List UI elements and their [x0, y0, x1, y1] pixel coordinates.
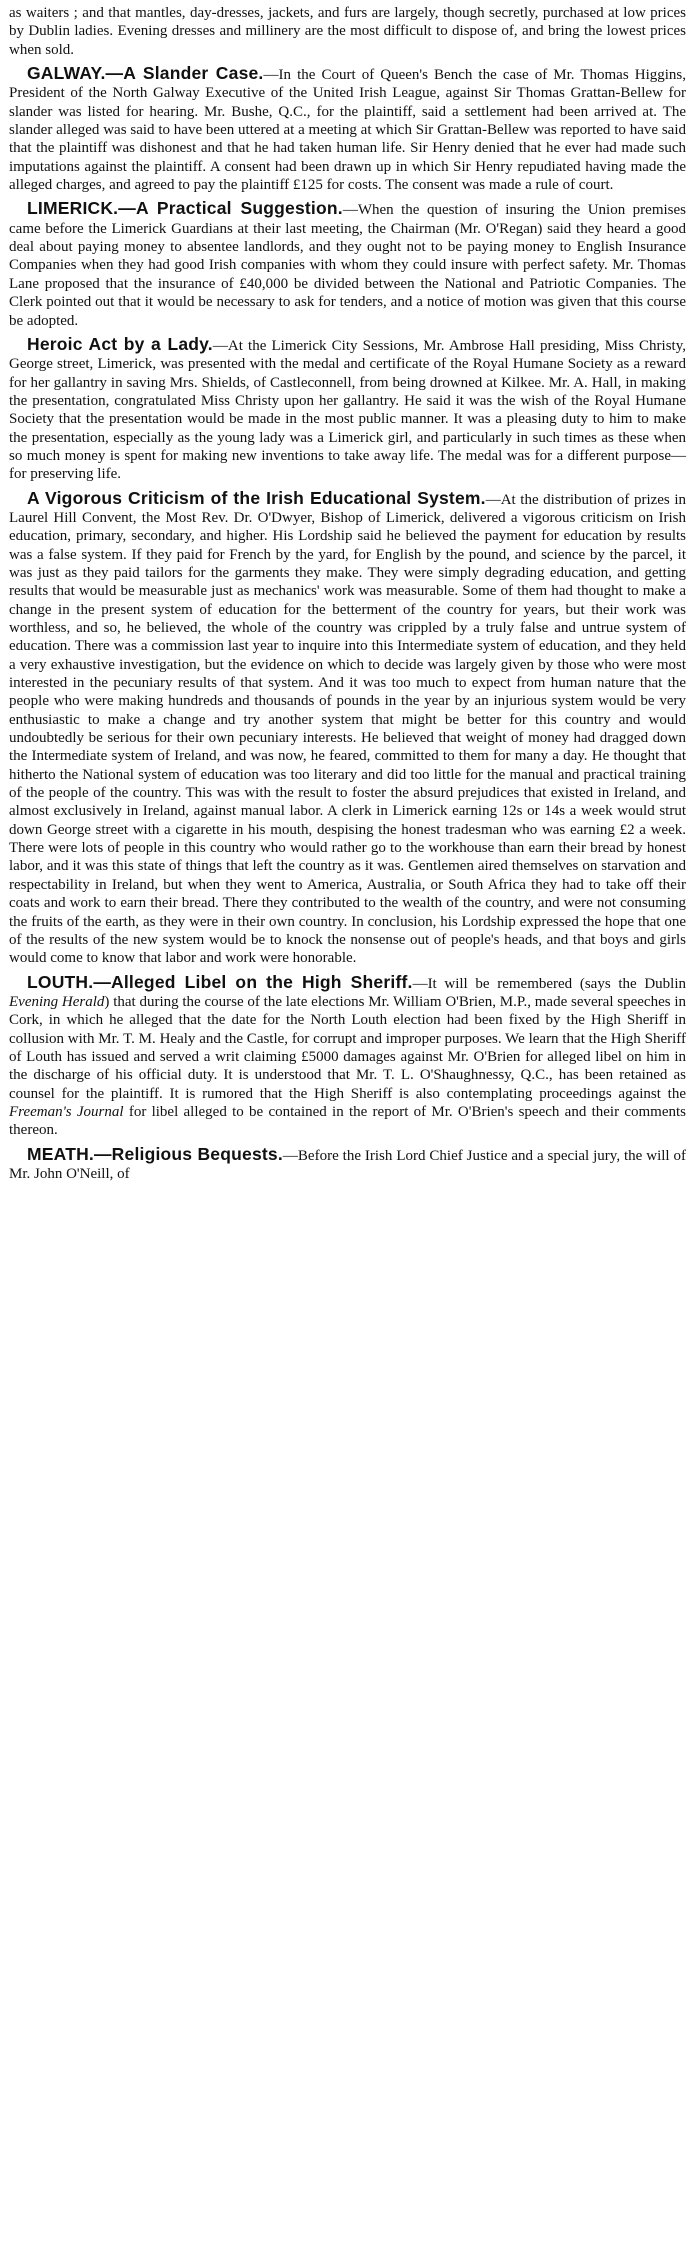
- article-body: —At the distribution of prizes in Laurel Hill Convent, the Most Rev. Dr. O'Dwyer, Bishop of Limerick, delivered a vigorous criticism on Irish education, primary, secondary, and higher. His Lordship said he believed the payment for education by results was a false system. If they paid for French by the yard, for English by the pound, and science by the parcel, it was just as they paid tailors for the garments they make. They were simply degrading education, and getting results that would be measurable just as mechanics' work was measurable. Some of them had thought to make a change in the present system of education for the betterment of the country for years, but their work was worthless, and so, he believed, the whole of the country was crippled by a truly false and untrue system of education. There was a commission last year to inquire into this Intermediate system of education, and they held a very exhaustive investigation, but the evidence on which to decide was largely given by those who were most interested in the pecuniary results of that system. And it was too much to expect from human nature that the people who were making hundreds and thousands of pounds in the year by an injurious system would be very enthusiastic to make a change and try another system that might be better for this country and would undoubtedly be serious for their own pecuniary interests. He believed that weight of money had dragged down the Intermediate system of Ireland, and was now, he feared, committed to them for many a day. He thought that hitherto the National system of education was too literary and did too little for the manual and practical training of the people of the country. This was with the result to foster the absurd prejudices that existed in Ireland, and almost exclusively in Ireland, against manual labor. A clerk in Limerick earning 12s or 14s a week would strut down George street with a cigarette in his mouth, despising the honest tradesman who was earning £2 a week. There were lots of people in this country who would rather go to the workhouse than earn their bread by honest labor, and it was this state of things that left the country as it was. Gentlemen aired themselves on starvation and respectability in Ireland, but when they went to America, Australia, or South Africa they had to take off their coats and work to earn their bread. There they contributed to the wealth of the country, and were not consuming the fruits of the earth, as they were in their own country. In conclusion, his Lordship expressed the hope that one of the results of the new system would be to knock the nonsense out of people's heads, and that boys and girls would come to know that labor and work were honorable.: [9, 491, 686, 967]
- newspaper-title-freemans-journal: Freeman's Journal: [9, 1103, 124, 1120]
- article-educational-system: [9, 489, 686, 968]
- article-body: —Before the Irish Lord Chief Justice and a special jury, the will of Mr. John O'Neill, of: [9, 1147, 686, 1182]
- article-heroic-act: [9, 335, 686, 484]
- newspaper-title-evening-herald: Evening Herald: [9, 993, 105, 1010]
- article-body: as waiters ; and that mantles, day-dresses, jackets, and furs are largely, though secretly, purchased at low prices by Dublin ladies. Evening dresses and millinery are the most difficult to dispose of, and bring the lowest prices when sold.: [9, 5, 686, 58]
- article-continuation: [9, 4, 686, 59]
- article-body-part: ) that during the course of the late elections Mr. William O'Brien, M.P., made several speeches in Cork, in which he alleged that the date for the North Louth election had been fixed by the High Sheriff in collusion with Mr. T. M. Healy and the Castle, for corrupt and improper purposes. We learn that the High Sheriff of Louth has issued and served a writ claiming £5000 damages against Mr. O'Brien for alleged libel on him in the discharge of his official duty. It is understood that Mr. T. L. O'Shaughnessy, Q.C., has been retained as counsel for the plaintiff. It is rumored that the High Sheriff is also contemplating proceedings against the: [9, 993, 687, 1102]
- article-body-part: —It will be remembered (says the Dublin: [412, 975, 686, 992]
- article-meath-bequests: [9, 1145, 686, 1184]
- article-body-part: for libel alleged to be contained in the report of Mr. O'Brien's speech and their comments thereon.: [9, 1103, 686, 1139]
- article-body: —When the question of insuring the Union premises came before the Limerick Guardians at their last meeting, the Chairman (Mr. O'Regan) said they heard a good deal about paying money to absentee landlords, and they ought not to be paying money to English Insurance Companies when they had good Irish companies with whom they could insure with perfect safety. Mr. Thomas Lane proposed that the insurance of £40,000 be divided between the National and Patriotic Companies. The Clerk pointed out that it would be necessary to ask for tenders, and a notice of motion was given that this course be adopted.: [9, 202, 686, 329]
- article-heading: LIMERICK.—A Practical Suggestion.: [27, 198, 343, 219]
- article-heading: A Vigorous Criticism of the Irish Educational System.: [27, 487, 486, 508]
- article-heading: MEATH.—Religious Bequests.: [27, 1143, 283, 1164]
- article-heading: GALWAY.—A Slander Case.: [27, 63, 264, 84]
- article-heading: LOUTH.—Alleged Libel on the High Sheriff.: [27, 971, 413, 992]
- article-louth-libel: [9, 973, 686, 1140]
- article-heading: Heroic Act by a Lady.: [27, 333, 213, 354]
- article-galway-slander: [9, 64, 686, 194]
- article-body: —At the Limerick City Sessions, Mr. Ambrose Hall presiding, Miss Christy, George street, Limerick, was presented with the medal and certificate of the Royal Humane Society as a reward for her gallantry in saving Mrs. Shields, of Castleconnell, from being drowned at Kilkee. Mr. A. Hall, in making the presentation, congratulated Miss Christy upon her gallantry. He said it was the wish of the Royal Humane Society that the presentation would be made in the most public manner. It was a pleasing duty to him to make the presentation, especially as the young lady was a Limerick girl, and particularly in such times as these when so much money is spent for making new inventions to take away life. The medal was for a different purpose—for preserving life.: [9, 337, 686, 483]
- article-limerick-suggestion: [9, 199, 686, 329]
- article-body: —In the Court of Queen's Bench the case of Mr. Thomas Higgins, President of the North Galway Executive of the United Irish League, against Sir Thomas Grattan-Bellew for slander was listed for hearing. Mr. Bushe, Q.C., for the plaintiff, said a settlement had been arrived at. The slander alleged was said to have been uttered at a meeting at which Sir Grattan-Bellew was reported to have said that the plaintiff was dishonest and that he had taken human life. Sir Henry denied that he ever had made such imputations against the plaintiff. A consent had been drawn up in which Sir Henry repudiated having made the alleged charges, and agreed to pay the plaintiff £125 for costs. The consent was made a rule of court.: [9, 67, 686, 194]
